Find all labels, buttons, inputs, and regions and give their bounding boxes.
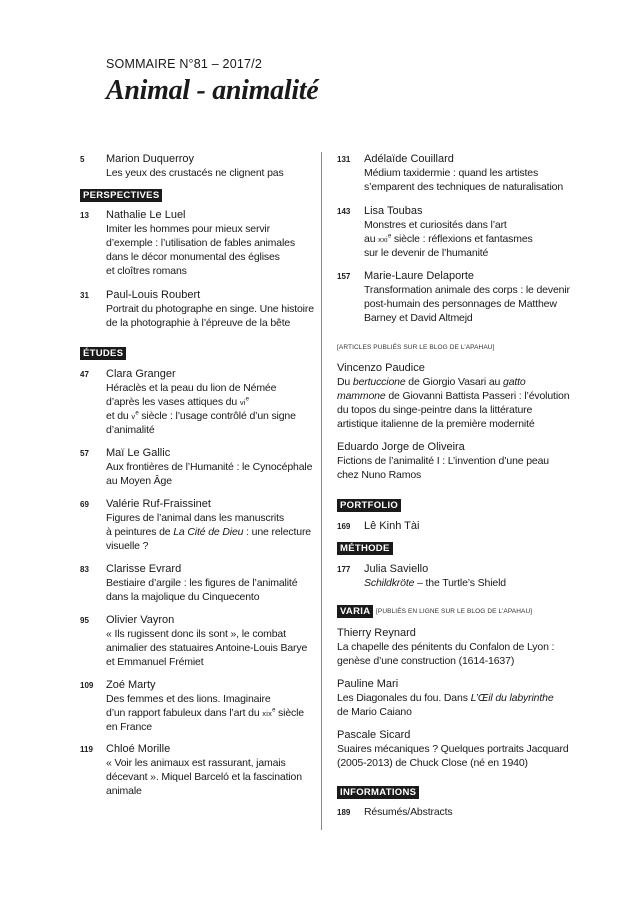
page-number: 119: [80, 745, 93, 754]
entry-title-line: du topos du singe-peintre dans la littérature: [337, 404, 533, 416]
entry-title-line: d’exemple : l’utilisation de fables animales: [106, 237, 295, 249]
section-label-etudes: ÉTUDES: [80, 347, 126, 360]
issue-title: Animal - animalité: [106, 75, 319, 106]
section-label-varia: VARIA: [337, 605, 373, 618]
entry-title-line: Figures de l’animal dans les manuscrits: [106, 512, 284, 524]
entry-title-line: de la photographie à l’épreuve de la bête: [106, 317, 291, 329]
entry-author: Maï Le Gallic: [106, 447, 171, 459]
entry-title-line: Médium taxidermie : quand les artistes: [364, 167, 539, 179]
entry-title-line: « Ils rugissent donc ils sont », le combat: [106, 628, 286, 640]
entry-author: Pauline Mari: [337, 678, 399, 690]
entry-author: Adélaïde Couillard: [364, 153, 454, 165]
entry-title-line: sur le devenir de l’humanité: [364, 247, 489, 259]
entry-title-line: dans le décor monumental des églises: [106, 251, 280, 263]
entry-title-line: mammone de Giovanni Battista Passeri : l’évolution: [337, 390, 570, 402]
entry-title-line: Transformation animale des corps : le devenir: [364, 284, 570, 296]
entry-author: Olivier Vayron: [106, 614, 175, 626]
entry-title-line: animale: [106, 785, 142, 797]
page-number: 47: [80, 370, 89, 379]
entry-title-line: et du $v^e$ siècle : l’usage contrôlé d’un signe: [106, 410, 296, 422]
entry-title-line: de Mario Caiano: [337, 706, 412, 718]
entry-title-line: en France: [106, 721, 152, 733]
entry-author: Lisa Toubas: [364, 205, 423, 217]
entry-title-line: Imiter les hommes pour mieux servir: [106, 223, 270, 235]
page-number: 157: [337, 272, 351, 281]
entry-title-line: Des femmes et des lions. Imaginaire: [106, 693, 271, 705]
entry-author: Eduardo Jorge de Oliveira: [337, 441, 465, 453]
entry-title-line: et cloîtres romans: [106, 265, 187, 277]
entry-author: Clarisse Evrard: [106, 563, 182, 575]
section-label-perspectives: PERSPECTIVES: [80, 189, 162, 202]
entry-title-line: d’animalité: [106, 424, 155, 436]
entry-title-line: La chapelle des pénitents du Confalon de Lyon :: [337, 641, 555, 653]
entry-author: Thierry Reynard: [337, 627, 416, 639]
page-number: 169: [337, 522, 351, 531]
issue-kicker: SOMMAIRE N°81 – 2017/2: [106, 57, 262, 71]
page-number: 177: [337, 565, 351, 574]
entry-title-line: Les Diagonales du fou. Dans L’Œil du labyrinthe: [337, 692, 554, 704]
entry-title-line: Fictions de l’animalité I : L’invention d’une peau: [337, 455, 549, 467]
page-number: 83: [80, 565, 89, 574]
section-label-portfolio: PORTFOLIO: [337, 499, 401, 512]
entry-title-line: au Moyen Âge: [106, 475, 172, 487]
page-number: 95: [80, 616, 89, 625]
entry-author: Pascale Sicard: [337, 729, 411, 741]
entry-title-line: genèse d’une construction (1614-1637): [337, 655, 515, 667]
column-divider: [321, 152, 322, 830]
entry-author: Lê Kinh Tài: [364, 520, 420, 532]
entry-title-line: Héraclès et la peau du lion de Némée: [106, 382, 277, 394]
blog-note: [ARTICLES PUBLIÉS SUR LE BLOG DE L’APAHAU]: [337, 344, 495, 351]
entry-author: Julia Saviello: [364, 563, 429, 575]
entry-title-line: artistique italienne de la première modernité: [337, 418, 535, 430]
page-number: 109: [80, 681, 94, 690]
entry-title-line: Schildkröte – the Turtle’s Shield: [364, 577, 506, 589]
entry-title-line: « Voir les animaux est rassurant, jamais: [106, 757, 286, 769]
entry-author: Paul-Louis Roubert: [106, 289, 201, 301]
entry-title-line: Aux frontières de l’Humanité : le Cynocéphale: [106, 461, 313, 473]
section-label-informations: INFORMATIONS: [337, 786, 419, 799]
entry-author: Marion Duquerroy: [106, 153, 195, 165]
entry-title-line: d’un rapport fabuleux dans l’art du xix$^e$ siècle: [106, 707, 304, 719]
page-number: 69: [80, 500, 89, 509]
entry-title-line: (2005-2013) de Chuck Close (né en 1940): [337, 757, 528, 769]
entry-author: Chloé Morille: [106, 743, 171, 755]
page-number: 57: [80, 449, 89, 458]
page-number: 13: [80, 211, 89, 220]
entry-title-line: post-humain des personnages de Matthew: [364, 298, 557, 310]
entry-title-line: s’emparent des techniques de naturalisation: [364, 181, 564, 193]
entry-title-line: et Emmanuel Frémiet: [106, 656, 204, 668]
entry-title-line: Du bertuccione de Giorgio Vasari au gatto: [337, 376, 526, 388]
entry-author: Nathalie Le Luel: [106, 209, 186, 221]
page-number: 143: [337, 207, 351, 216]
entry-title-line: Barney et David Altmejd: [364, 312, 473, 324]
entry-title-line: visuelle ?: [106, 540, 149, 552]
entry-title-line: Résumés/Abstracts: [364, 806, 453, 818]
entry-title-line: Portrait du photographe en singe. Une histoire: [106, 303, 314, 315]
entry-author: Vincenzo Paudice: [337, 362, 425, 374]
entry-title-line: animalier des statuaires Antoine-Louis Barye: [106, 642, 308, 654]
entry-title-line: Suaires mécaniques ? Quelques portraits Jacquard: [337, 743, 569, 755]
entry-title-line: dans la majolique du Cinquecento: [106, 591, 260, 603]
varia-note: [PUBLIÉS EN LIGNE SUR LE BLOG DE L’APAHAU]: [376, 608, 533, 615]
entry-title-line: Monstres et curiosités dans l’art: [364, 219, 507, 231]
page-number: 189: [337, 808, 351, 817]
entry-title-line: d’après les vases attiques du $vi^e$: [106, 396, 249, 408]
page-number: 131: [337, 155, 351, 164]
page-number: 5: [80, 155, 85, 164]
entry-author: Marie-Laure Delaporte: [364, 270, 475, 282]
entry-title-line: décevant ». Miquel Barceló et la fascination: [106, 771, 302, 783]
entry-author: Zoé Marty: [106, 679, 156, 691]
entry-title-line: Bestiaire d’argile : les figures de l’animalité: [106, 577, 298, 589]
entry-author: Clara Granger: [106, 368, 176, 380]
entry-title-line: au xxi$^e$ siècle : réflexions et fantasmes: [364, 233, 533, 245]
page-number: 31: [80, 291, 89, 300]
section-label-methode: MÉTHODE: [337, 542, 393, 555]
entry-title-line: Les yeux des crustacés ne clignent pas: [106, 167, 284, 179]
entry-title-line: à peintures de La Cité de Dieu : une relecture: [106, 526, 311, 538]
entry-title-line: chez Nuno Ramos: [337, 469, 422, 481]
entry-author: Valérie Ruf-Fraissinet: [106, 498, 211, 510]
